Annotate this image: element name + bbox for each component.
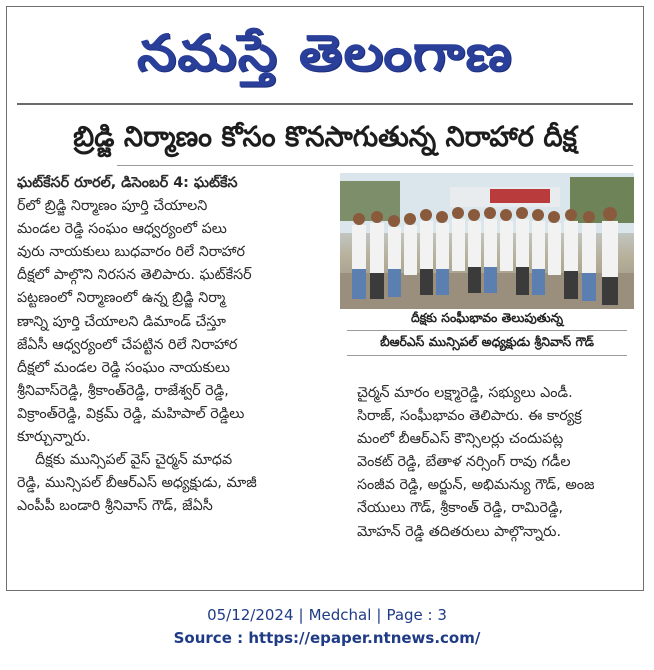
body-line: దీక్షకు మున్సిపల్ వైస్ చైర్మన్ మాధవ: [17, 452, 233, 469]
body-line: దీక్షలో పాల్గొని నిరసన తెలిపారు. ఘట్‌కేసర్: [17, 267, 252, 284]
body-line: మండల రెడ్డి సంఘం ఆధ్వర్యంలో పలు: [17, 221, 227, 238]
article-body-right: [357, 382, 639, 544]
body-line: ఎంపీపీ బండారి శ్రీనివాస్ గౌడ్, జేఏసీ: [17, 498, 213, 515]
body-line: పట్టణంలో నిర్మాణంలో ఉన్న బ్రిడ్జి నిర్మా: [17, 290, 226, 307]
body-line: ఘట్‌కేసర్ రూరల్, డిసెంబర్ 4: ఘట్‌కేస: [17, 175, 238, 191]
footer-separator: |: [298, 606, 304, 624]
caption-divider: [347, 355, 627, 356]
masthead-divider: [17, 103, 633, 105]
group-photo-image: [340, 173, 634, 309]
article-photo: [340, 173, 634, 309]
body-line: మంలో బీఆర్‌ఎస్ కౌన్సిలర్లు చందుపట్ల: [357, 431, 564, 448]
footer-date: 05/12/2024: [207, 606, 294, 624]
article-headline: బ్రిడ్జి నిర్మాణం కోసం కొనసాగుతున్న నిరాహార దీక్ష: [73, 120, 577, 153]
body-line: ణాన్ని పూర్తి చేయాలని డిమాండ్ చేస్తూ: [17, 313, 226, 330]
body-line: సంజీవ రెడ్డి, అర్జున్, అభిమన్యు గౌడ్, అంజ: [357, 477, 595, 494]
body-line: జేఏసీ ఆధ్వర్యంలో చేపట్టిన రిలే నిరాహార: [17, 336, 238, 353]
footer-page: Page : 3: [386, 606, 447, 624]
body-line: రెడ్డి, మున్సిపల్ బీఆర్‌ఎస్ అధ్యక్షుడు, మాజీ: [17, 475, 257, 492]
footer-source-link[interactable]: Source : https://epaper.ntnews.com/: [173, 629, 481, 647]
body-line: మోహన్ రెడ్డి తదితరులు పాల్గొన్నారు.: [357, 523, 562, 540]
masthead: [7, 11, 643, 95]
body-line: కూర్చున్నారు.: [17, 429, 91, 446]
body-line: దీక్షలో మండల రెడ్డి సంఘం నాయకులు: [17, 359, 230, 376]
body-line: వెంకట్ రెడ్డి, బేతాళ నర్సింగ్ రావు గడీల: [357, 454, 571, 471]
body-line: శ్రీనివాస్‌రెడ్డి, శ్రీకాంత్‌రెడ్డి, రాజేశ్వర్ రెడ్డి,: [17, 382, 229, 399]
body-line: సిరాజ్, సంఘీభావం తెలిపారు. ఈ కార్యక్ర: [357, 408, 582, 425]
body-line: వురు నాయకులు బుధవారం రిలే నిరాహార: [17, 244, 245, 261]
newspaper-clipping: [6, 6, 644, 591]
body-line: ర్‌లో బ్రిడ్జి నిర్మాణం పూర్తి చేయాలని: [17, 198, 208, 215]
body-line: నేయులు గౌడ్, శ్రీకాంత్ రెడ్డి, రామిరెడ్డి,: [357, 500, 564, 517]
footer-separator: |: [376, 606, 382, 624]
photo-caption-line-1: దీక్షకు సంఘీభావం తెలుపుతున్న: [410, 310, 564, 325]
body-line: చైర్మన్ మారం లక్ష్మారెడ్డి, సభ్యులు ఎండీ.: [357, 385, 573, 401]
headline-divider: [117, 165, 633, 166]
body-line: విక్రాంత్‌రెడ్డి, విక్రమ్ రెడ్డి, మహిపాల్ రెడ్డిలు: [17, 405, 245, 422]
footer-meta: [0, 604, 654, 626]
photo-caption-line-2: బీఆర్‌ఎస్ మున్సిపల్ అధ్యక్షుడు శ్రీనివాస్ గౌడ్: [380, 334, 594, 349]
article-body-left: [17, 172, 327, 518]
masthead-title: నమస్తే తెలంగాణ: [137, 24, 513, 82]
footer-edition: Medchal: [308, 606, 372, 624]
